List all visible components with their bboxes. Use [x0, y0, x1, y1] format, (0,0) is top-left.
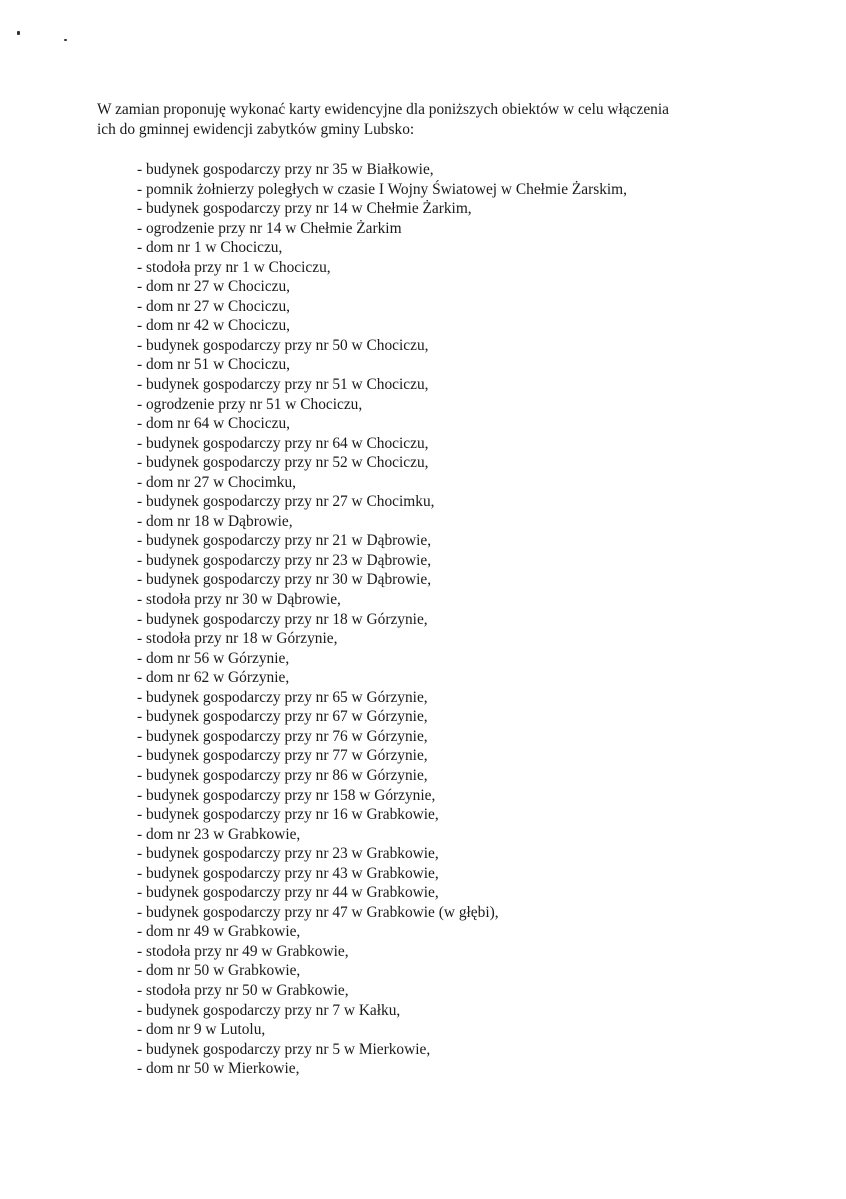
list-item: - dom nr 9 w Lutolu,: [137, 1021, 266, 1039]
list-item: - budynek gospodarczy przy nr 77 w Górzynie,: [137, 747, 428, 765]
list-item: - stodoła przy nr 1 w Chociczu,: [137, 258, 331, 276]
intro-paragraph: [97, 100, 757, 140]
list-item: - budynek gospodarczy przy nr 18 w Górzynie,: [137, 610, 428, 628]
list-item: - dom nr 49 w Grabkowie,: [137, 923, 301, 941]
scan-speck: [17, 31, 20, 35]
list-item: - budynek gospodarczy przy nr 47 w Grabkowie (w głębi),: [137, 903, 499, 921]
list-item: - budynek gospodarczy przy nr 158 w Górzynie,: [137, 786, 436, 804]
list-item: - ogrodzenie przy nr 51 w Chociczu,: [137, 395, 363, 413]
list-item: - budynek gospodarczy przy nr 50 w Chociczu,: [137, 336, 429, 354]
list-item: - stodoła przy nr 18 w Górzynie,: [137, 630, 338, 648]
list-item: - budynek gospodarczy przy nr 35 w Białkowie,: [137, 161, 434, 178]
list-item: - budynek gospodarczy przy nr 86 w Górzynie,: [137, 766, 428, 784]
list-item: - budynek gospodarczy przy nr 44 w Grabkowie,: [137, 884, 439, 902]
scan-speck: [64, 39, 67, 41]
list-item: - budynek gospodarczy przy nr 7 w Kałku,: [137, 1001, 401, 1019]
list-item: - budynek gospodarczy przy nr 27 w Chocimku,: [137, 493, 435, 511]
list-item: - dom nr 18 w Dąbrowie,: [137, 512, 293, 530]
list-item: - budynek gospodarczy przy nr 5 w Mierkowie,: [137, 1040, 431, 1058]
list-item: - budynek gospodarczy przy nr 43 w Grabkowie,: [137, 864, 439, 882]
list-item: - budynek gospodarczy przy nr 21 w Dąbrowie,: [137, 532, 432, 550]
list-item: - budynek gospodarczy przy nr 67 w Górzynie,: [137, 708, 428, 726]
list-item: - budynek gospodarczy przy nr 30 w Dąbrowie,: [137, 571, 432, 589]
list-item: - dom nr 42 w Chociczu,: [137, 317, 291, 335]
list-item: - budynek gospodarczy przy nr 52 w Chociczu,: [137, 454, 429, 472]
list-item: - ogrodzenie przy nr 14 w Chełmie Żarkim: [137, 219, 402, 237]
list-item: - budynek gospodarczy przy nr 16 w Grabkowie,: [137, 806, 439, 824]
list-item: - dom nr 27 w Chociczu,: [137, 297, 291, 315]
list-item: - budynek gospodarczy przy nr 64 w Chociczu,: [137, 434, 429, 452]
list-item: - dom nr 1 w Chociczu,: [137, 239, 283, 257]
list-item: - dom nr 56 w Górzynie,: [137, 649, 290, 667]
list-item: - budynek gospodarczy przy nr 14 w Chełmie Żarkim,: [137, 200, 472, 218]
intro-line-1: W zamian proponuję wykonać karty ewidencyjne dla poniższych obiektów w celu włączenia: [97, 101, 669, 118]
list-item: - budynek gospodarczy przy nr 76 w Górzynie,: [137, 727, 428, 745]
intro-line-2: ich do gminnej ewidencji zabytków gminy Lubsko:: [97, 121, 415, 138]
list-item: - dom nr 23 w Grabkowie,: [137, 825, 301, 843]
list-item: - dom nr 51 w Chociczu,: [137, 356, 291, 374]
list-item: - dom nr 27 w Chocimku,: [137, 473, 297, 491]
list-item: - stodoła przy nr 50 w Grabkowie,: [137, 981, 349, 999]
list-item: - dom nr 27 w Chociczu,: [137, 278, 291, 296]
list-item: - stodoła przy nr 49 w Grabkowie,: [137, 942, 349, 960]
list-item: - stodoła przy nr 30 w Dąbrowie,: [137, 591, 341, 609]
list-item: - dom nr 50 w Grabkowie,: [137, 962, 301, 980]
list-item: - budynek gospodarczy przy nr 51 w Chociczu,: [137, 376, 429, 394]
list-item: - dom nr 64 w Chociczu,: [137, 415, 291, 433]
heritage-objects-list: [137, 160, 627, 1079]
list-item: - budynek gospodarczy przy nr 23 w Dąbrowie,: [137, 551, 432, 569]
list-item: - budynek gospodarczy przy nr 65 w Górzynie,: [137, 688, 428, 706]
list-item: - pomnik żołnierzy poległych w czasie I Wojny Światowej w Chełmie Żarskim,: [137, 180, 628, 198]
list-item: - dom nr 50 w Mierkowie,: [137, 1060, 300, 1078]
list-item: - budynek gospodarczy przy nr 23 w Grabkowie,: [137, 845, 439, 863]
list-item: - dom nr 62 w Górzynie,: [137, 669, 290, 687]
